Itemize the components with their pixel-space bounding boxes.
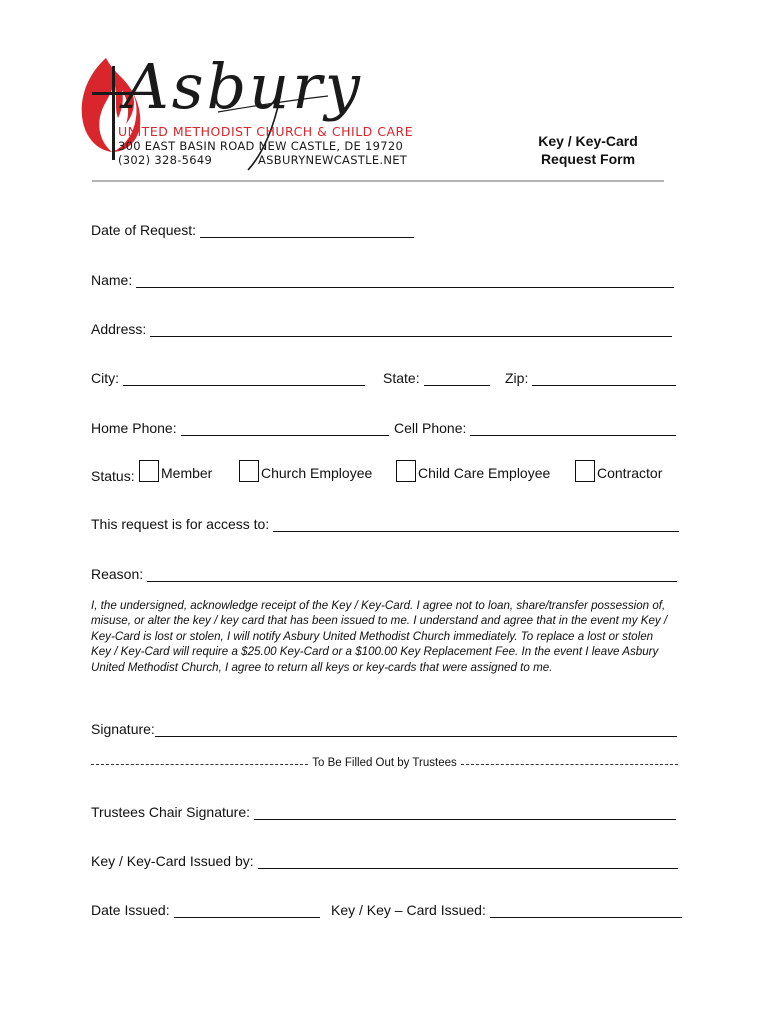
org-phone: (302) 328-5649 <box>118 153 213 167</box>
address-line[interactable] <box>150 323 672 337</box>
name-line[interactable] <box>136 274 674 288</box>
trustees-chair-signature-label: Trustees Chair Signature: <box>91 804 250 820</box>
state-line[interactable] <box>424 372 490 386</box>
cell-phone-label: Cell Phone: <box>394 420 467 436</box>
issued-by-label: Key / Key-Card Issued by: <box>91 853 254 869</box>
signature-label: Signature: <box>91 721 155 737</box>
home-phone-label: Home Phone: <box>91 420 177 436</box>
form-title <box>508 132 668 168</box>
city-field[interactable] <box>91 370 365 386</box>
date-issued-line[interactable] <box>174 904 320 918</box>
status-field <box>91 460 691 486</box>
city-line[interactable] <box>123 372 365 386</box>
access-to-line[interactable] <box>273 518 679 532</box>
reason-label: Reason: <box>91 566 144 582</box>
member-option-label: Member <box>161 465 213 481</box>
church-employee-checkbox[interactable] <box>239 460 259 482</box>
status-option-church-employee[interactable] <box>239 460 372 482</box>
trustees-section-title: To Be Filled Out by Trustees <box>312 757 457 769</box>
org-address: 300 EAST BASIN ROAD NEW CASTLE, DE 19720 <box>118 139 404 153</box>
trustees-section-divider <box>91 757 678 769</box>
org-name: UNITED METHODIST CHURCH & CHILD CARE <box>118 124 414 139</box>
church-employee-option-label: Church Employee <box>261 465 373 481</box>
cell-phone-line[interactable] <box>470 422 676 436</box>
zip-field[interactable] <box>505 370 676 386</box>
address-field[interactable] <box>91 321 672 337</box>
status-option-member[interactable] <box>139 460 212 482</box>
home-phone-line[interactable] <box>181 422 389 436</box>
date-issued-field[interactable] <box>91 902 320 918</box>
home-phone-field[interactable] <box>91 420 389 436</box>
state-field[interactable] <box>383 370 490 386</box>
wordmark: Asbury <box>124 50 363 123</box>
city-label: City: <box>91 370 119 386</box>
signature-line[interactable] <box>155 723 677 737</box>
trustees-chair-signature-field[interactable] <box>91 804 676 820</box>
reason-line[interactable] <box>147 568 677 582</box>
child-care-employee-checkbox[interactable] <box>396 460 416 482</box>
access-to-label: This request is for access to: <box>91 516 270 532</box>
issued-by-field[interactable] <box>91 853 678 869</box>
acknowledgement-text: I, the undersigned, acknowledge receipt of the Key / Key-Card. I agree not to loan, share/transfer possession of, misuse, or alter the key / key card that has been issued to me. I understand and agree that in the event my Key / Key-Card is lost or stolen, I will notify Asbury United Methodist Church immediately. To replace a lost or stolen Key / Key-Card will require a $25.00 Key-Card or a $100.00 Key Replacement Fee. In the event I leave Asbury United Methodist Church, I agree to return all keys or key-cards that were assigned to me. <box>91 599 668 674</box>
date-issued-label: Date Issued: <box>91 902 170 918</box>
reason-field[interactable] <box>91 566 677 582</box>
key-card-issued-field[interactable] <box>331 902 682 918</box>
issued-by-line[interactable] <box>258 855 678 869</box>
org-website[interactable]: ASBURYNEWCASTLE.NET <box>258 153 408 167</box>
date-of-request-line[interactable] <box>200 224 414 238</box>
signature-field[interactable] <box>91 721 677 737</box>
state-label: State: <box>383 370 420 386</box>
zip-label: Zip: <box>505 370 529 386</box>
address-label: Address: <box>91 321 147 337</box>
issuance-row <box>91 902 681 920</box>
child-care-employee-option-label: Child Care Employee <box>418 465 551 481</box>
form-title-line-1: Key / Key-Card <box>538 133 638 149</box>
status-option-contractor[interactable] <box>575 460 662 482</box>
trustees-chair-signature-line[interactable] <box>254 806 676 820</box>
member-checkbox[interactable] <box>139 460 159 482</box>
city-state-zip-row <box>91 370 681 388</box>
contractor-option-label: Contractor <box>597 465 663 481</box>
status-label: Status: <box>91 468 135 484</box>
cell-phone-field[interactable] <box>394 420 676 436</box>
phone-row <box>91 420 681 438</box>
key-card-issued-line[interactable] <box>490 904 682 918</box>
date-of-request-field[interactable] <box>91 222 414 238</box>
status-option-child-care-employee[interactable] <box>396 460 550 482</box>
zip-line[interactable] <box>532 372 676 386</box>
access-to-field[interactable] <box>91 516 679 532</box>
contractor-checkbox[interactable] <box>575 460 595 482</box>
header-divider <box>92 180 664 182</box>
form-title-line-2: Request Form <box>540 151 636 167</box>
date-of-request-label: Date of Request: <box>91 222 197 238</box>
name-label: Name: <box>91 272 133 288</box>
key-card-issued-label: Key / Key – Card Issued: <box>331 902 486 918</box>
name-field[interactable] <box>91 272 674 288</box>
